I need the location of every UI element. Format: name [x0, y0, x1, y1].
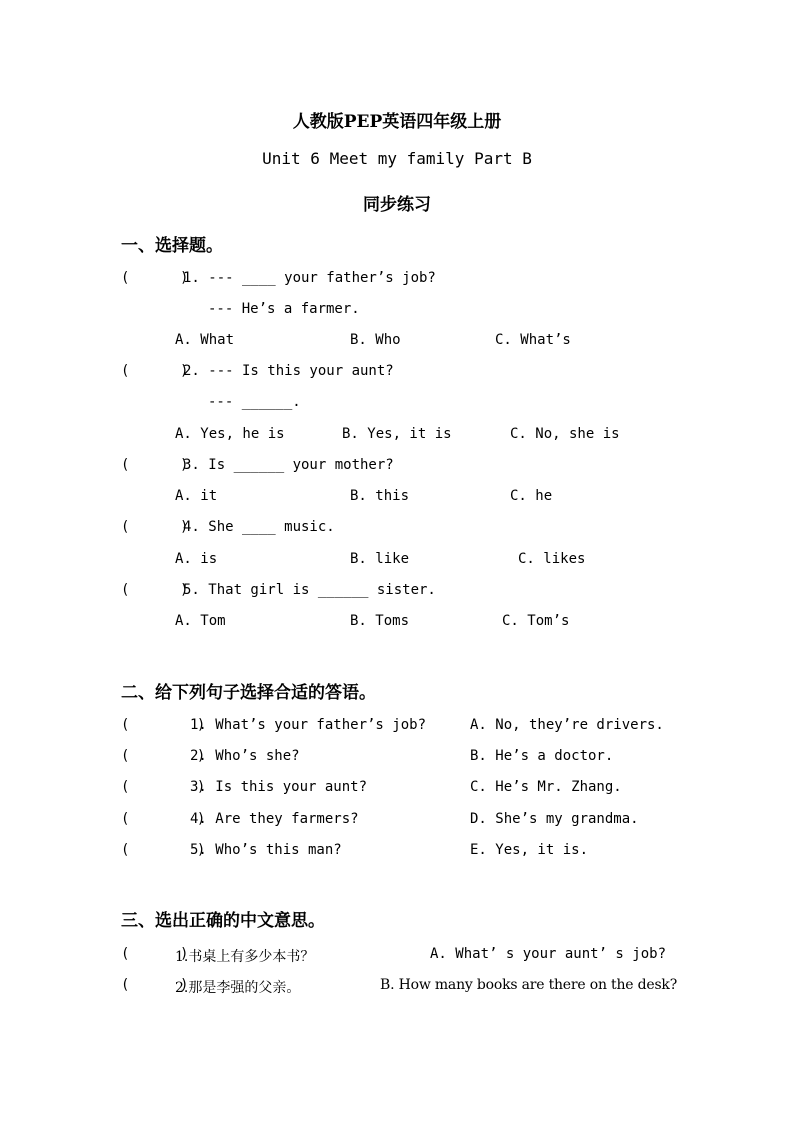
practice-label: 同步练习: [363, 195, 431, 215]
section3-heading: 三、选出正确的中文意思。: [121, 911, 325, 931]
match-question: 4. Are they farmers?: [190, 811, 359, 827]
match-question: 3. Is this your aunt?: [190, 779, 368, 795]
answer-blank[interactable]: ( ): [121, 582, 189, 598]
answer-blank[interactable]: ( ): [121, 363, 189, 379]
option-b: B. Who: [350, 332, 401, 348]
option-a: A. Yes, he is: [175, 426, 285, 442]
option-a: A. Tom: [175, 613, 226, 629]
question-text: 3. Is ______ your mother?: [183, 457, 394, 473]
english-option: A. What’ s your aunt’ s job?: [430, 946, 667, 962]
worksheet-title: 人教版PEP英语四年级上册: [292, 112, 502, 132]
match-question: 1. What’s your father’s job?: [190, 717, 427, 733]
answer-line: --- ______.: [208, 394, 301, 410]
answer-blank[interactable]: ( ): [121, 842, 206, 858]
option-b: B. Toms: [350, 613, 410, 629]
answer-blank[interactable]: ( ): [121, 811, 206, 827]
question-text: 1. --- ____ your father’s job?: [183, 270, 436, 286]
option-b: B. like: [350, 551, 410, 567]
match-answer: A. No, they’re drivers.: [470, 717, 664, 733]
match-answer: C. He’s Mr. Zhang.: [470, 779, 622, 795]
match-answer: E. Yes, it is.: [470, 842, 589, 858]
option-a: A. is: [175, 551, 218, 567]
question-text: 2. --- Is this your aunt?: [183, 363, 394, 379]
match-question: 5. Who’s this man?: [190, 842, 342, 858]
option-c: C. he: [510, 488, 553, 504]
answer-blank[interactable]: ( ): [121, 748, 206, 764]
match-answer: B. He’s a doctor.: [470, 748, 614, 764]
question-text: 5. That girl is ______ sister.: [183, 582, 436, 598]
unit-subtitle: Unit 6 Meet my family Part B: [262, 149, 532, 168]
option-b: B. Yes, it is: [342, 426, 452, 442]
answer-line: --- He’s a farmer.: [208, 301, 360, 317]
option-a: A. What: [175, 332, 235, 348]
section2-heading: 二、给下列句子选择合适的答语。: [121, 683, 376, 703]
option-c: C. likes: [518, 551, 586, 567]
answer-blank[interactable]: ( ): [121, 779, 206, 795]
option-c: C. What’s: [495, 332, 571, 348]
chinese-sentence: 2.那是李强的父亲。: [175, 980, 301, 996]
answer-blank[interactable]: ( ): [121, 457, 189, 473]
option-a: A. it: [175, 488, 218, 504]
match-answer: D. She’s my grandma.: [470, 811, 639, 827]
answer-blank[interactable]: ( ): [121, 270, 189, 286]
chinese-sentence: 1.书桌上有多少本书？: [175, 949, 315, 965]
answer-blank[interactable]: ( ): [121, 717, 206, 733]
section1-heading: 一、选择题。: [121, 236, 223, 256]
option-c: C. Tom’s: [502, 613, 570, 629]
answer-blank[interactable]: ( ): [121, 977, 189, 993]
english-option: B. How many books are there on the desk?: [380, 977, 678, 993]
question-text: 4. She ____ music.: [183, 519, 335, 535]
option-c: C. No, she is: [510, 426, 620, 442]
answer-blank[interactable]: ( ): [121, 946, 189, 962]
answer-blank[interactable]: ( ): [121, 519, 189, 535]
match-question: 2. Who’s she?: [190, 748, 300, 764]
option-b: B. this: [350, 488, 410, 504]
